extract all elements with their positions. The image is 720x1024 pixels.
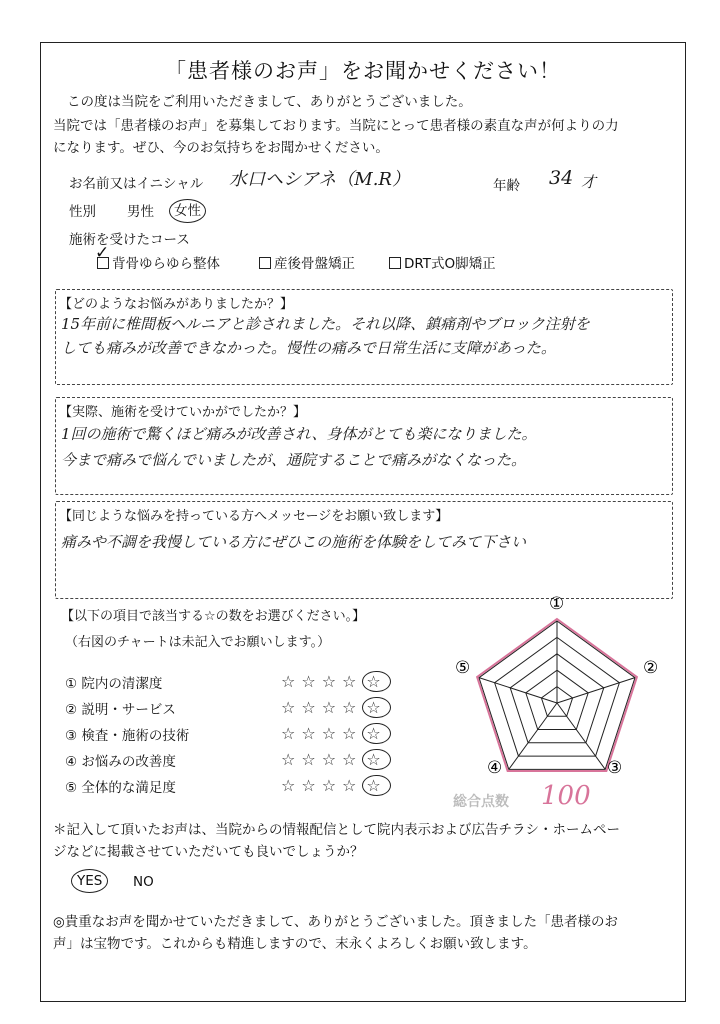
q3-heading: 【同じような悩みを持っている方へメッセージをお願い致します】 (59, 509, 449, 524)
chart-label-4: ④ (487, 758, 503, 778)
star-icon[interactable]: ☆ (281, 750, 302, 769)
checkbox-empty[interactable] (259, 257, 271, 269)
star-rating-row[interactable] (281, 698, 391, 717)
intro-line-1: この度は当院をご利用いただきまして、ありがとうございました。 (67, 94, 472, 110)
star-rating-row[interactable] (281, 724, 391, 743)
gender-male[interactable]: 男性 (127, 204, 154, 220)
rating-item-2-label: ② 説明・サービス (65, 702, 176, 718)
rating-item-5-label: ⑤ 全体的な満足度 (65, 780, 176, 796)
star-icon[interactable]: ☆ (342, 776, 363, 795)
star-icon[interactable]: ☆ (281, 698, 302, 717)
rating-note: （右図のチャートは未記入でお願いします。） (65, 635, 331, 650)
course-3-label: DRT式O脚矯正 (404, 256, 496, 272)
intro-line-3: になります。ぜひ、今のお気持ちをお聞かせください。 (53, 140, 389, 156)
rating-item-3-label: ③ 検査・施術の技術 (65, 728, 190, 744)
q2-heading: 【実際、施術を受けていかがでしたか？】 (59, 405, 307, 420)
name-value[interactable]: 水口ヘシアネ（M.R） (229, 169, 410, 190)
gender-label: 性別 (69, 204, 96, 220)
rating-item-4-label: ④ お悩みの改善度 (65, 754, 176, 770)
consent-yes-circled[interactable]: YES (71, 869, 108, 893)
star-icon[interactable]: ☆ (362, 697, 390, 718)
course-1-label: 背骨ゆらゆら整体 (112, 256, 220, 272)
radar-axis (557, 703, 605, 769)
survey-sheet (40, 42, 686, 1002)
gender-female-circled[interactable]: 女性 (169, 199, 206, 223)
total-score-label: 総合点数 (453, 794, 509, 810)
consent-no[interactable]: NO (133, 874, 154, 890)
course-2-label: 産後骨盤矯正 (274, 256, 355, 272)
closing-line-1: ◎貴重なお声を聞かせていただきまして、ありがとうございました。頂きました「患者様のお (53, 914, 619, 930)
q1-answer-line-1[interactable]: 15年前に椎間板ヘルニアと診されました。それ以降、鎮痛剤やブロック注射を (61, 315, 590, 333)
checkbox-empty[interactable] (389, 257, 401, 269)
q1-answer-line-2[interactable]: しても痛みが改善できなかった。慢性の痛みで日常生活に支障があった。 (61, 339, 556, 357)
closing-line-2: 声」は宝物です。これからも精進しますので、末永くよろしくお願い致します。 (53, 936, 537, 952)
star-icon[interactable]: ☆ (342, 672, 363, 691)
star-icon[interactable]: ☆ (362, 775, 390, 796)
star-icon[interactable]: ☆ (301, 776, 322, 795)
course-option-1[interactable] (97, 253, 220, 275)
course-option-2[interactable] (259, 253, 355, 275)
radar-axis (509, 703, 557, 769)
chart-label-5: ⑤ (455, 658, 471, 678)
chart-label-2: ② (643, 658, 659, 678)
radar-chart (441, 591, 673, 805)
age-value[interactable]: 34 (549, 167, 574, 189)
star-icon[interactable]: ☆ (342, 750, 363, 769)
rating-item-1-label: ① 院内の清潔度 (65, 676, 163, 692)
star-icon[interactable]: ☆ (301, 672, 322, 691)
star-rating-row[interactable] (281, 750, 391, 769)
chart-label-1: ① (549, 594, 565, 614)
star-icon[interactable]: ☆ (301, 750, 322, 769)
star-icon[interactable]: ☆ (281, 776, 302, 795)
radar-axis (479, 678, 557, 703)
star-icon[interactable]: ☆ (342, 724, 363, 743)
star-icon[interactable]: ☆ (362, 749, 390, 770)
total-score-value: 100 (541, 781, 591, 811)
age-unit: 才 (581, 173, 597, 191)
rating-heading: 【以下の項目で該当する☆の数をお選びください。】 (61, 609, 366, 624)
q2-answer-line-1[interactable]: 1回の施術で驚くほど痛みが改善され、身体がとても楽になりました。 (61, 425, 537, 443)
q3-answer-line-1[interactable]: 痛みや不調を我慢している方にぜひこの施術を体験をしてみて下さい (61, 533, 527, 551)
page-title: 「患者様のお声」をお聞かせください！ (165, 59, 561, 83)
star-rating-row[interactable] (281, 672, 391, 691)
star-icon[interactable]: ☆ (362, 723, 390, 744)
consent-line-1: ＊記入して頂いたお声は、当院からの情報配信として院内表示および広告チラシ・ホームペー (53, 822, 620, 838)
chart-label-3: ③ (607, 758, 623, 778)
name-label: お名前又はイニシャル (69, 176, 204, 192)
star-icon[interactable]: ☆ (281, 724, 302, 743)
star-icon[interactable]: ☆ (301, 724, 322, 743)
star-icon[interactable]: ☆ (342, 698, 363, 717)
star-icon[interactable]: ☆ (301, 698, 322, 717)
star-icon[interactable]: ☆ (321, 724, 343, 743)
star-icon[interactable]: ☆ (362, 671, 390, 692)
q1-heading: 【どのようなお悩みがありましたか？】 (59, 297, 294, 312)
course-option-3[interactable] (389, 253, 496, 275)
radar-axis (557, 678, 635, 703)
star-icon[interactable]: ☆ (321, 672, 343, 691)
star-icon[interactable]: ☆ (281, 672, 302, 691)
age-label: 年齢 (493, 178, 520, 194)
star-rating-row[interactable] (281, 776, 391, 795)
consent-line-2: ジなどに掲載させていただいても良いでしょうか？ (53, 844, 364, 860)
radar-grid (479, 621, 635, 769)
intro-line-2: 当院では「患者様のお声」を募集しております。当院にとって患者様の素直な声が何よりの力 (53, 118, 619, 134)
star-icon[interactable]: ☆ (321, 750, 343, 769)
check-mark-icon: ✓ (95, 243, 110, 263)
course-label: 施術を受けたコース (69, 232, 190, 248)
star-icon[interactable]: ☆ (321, 776, 343, 795)
q2-answer-line-2[interactable]: 今まで痛みで悩んでいましたが、通院することで痛みがなくなった。 (61, 451, 527, 469)
star-icon[interactable]: ☆ (321, 698, 343, 717)
